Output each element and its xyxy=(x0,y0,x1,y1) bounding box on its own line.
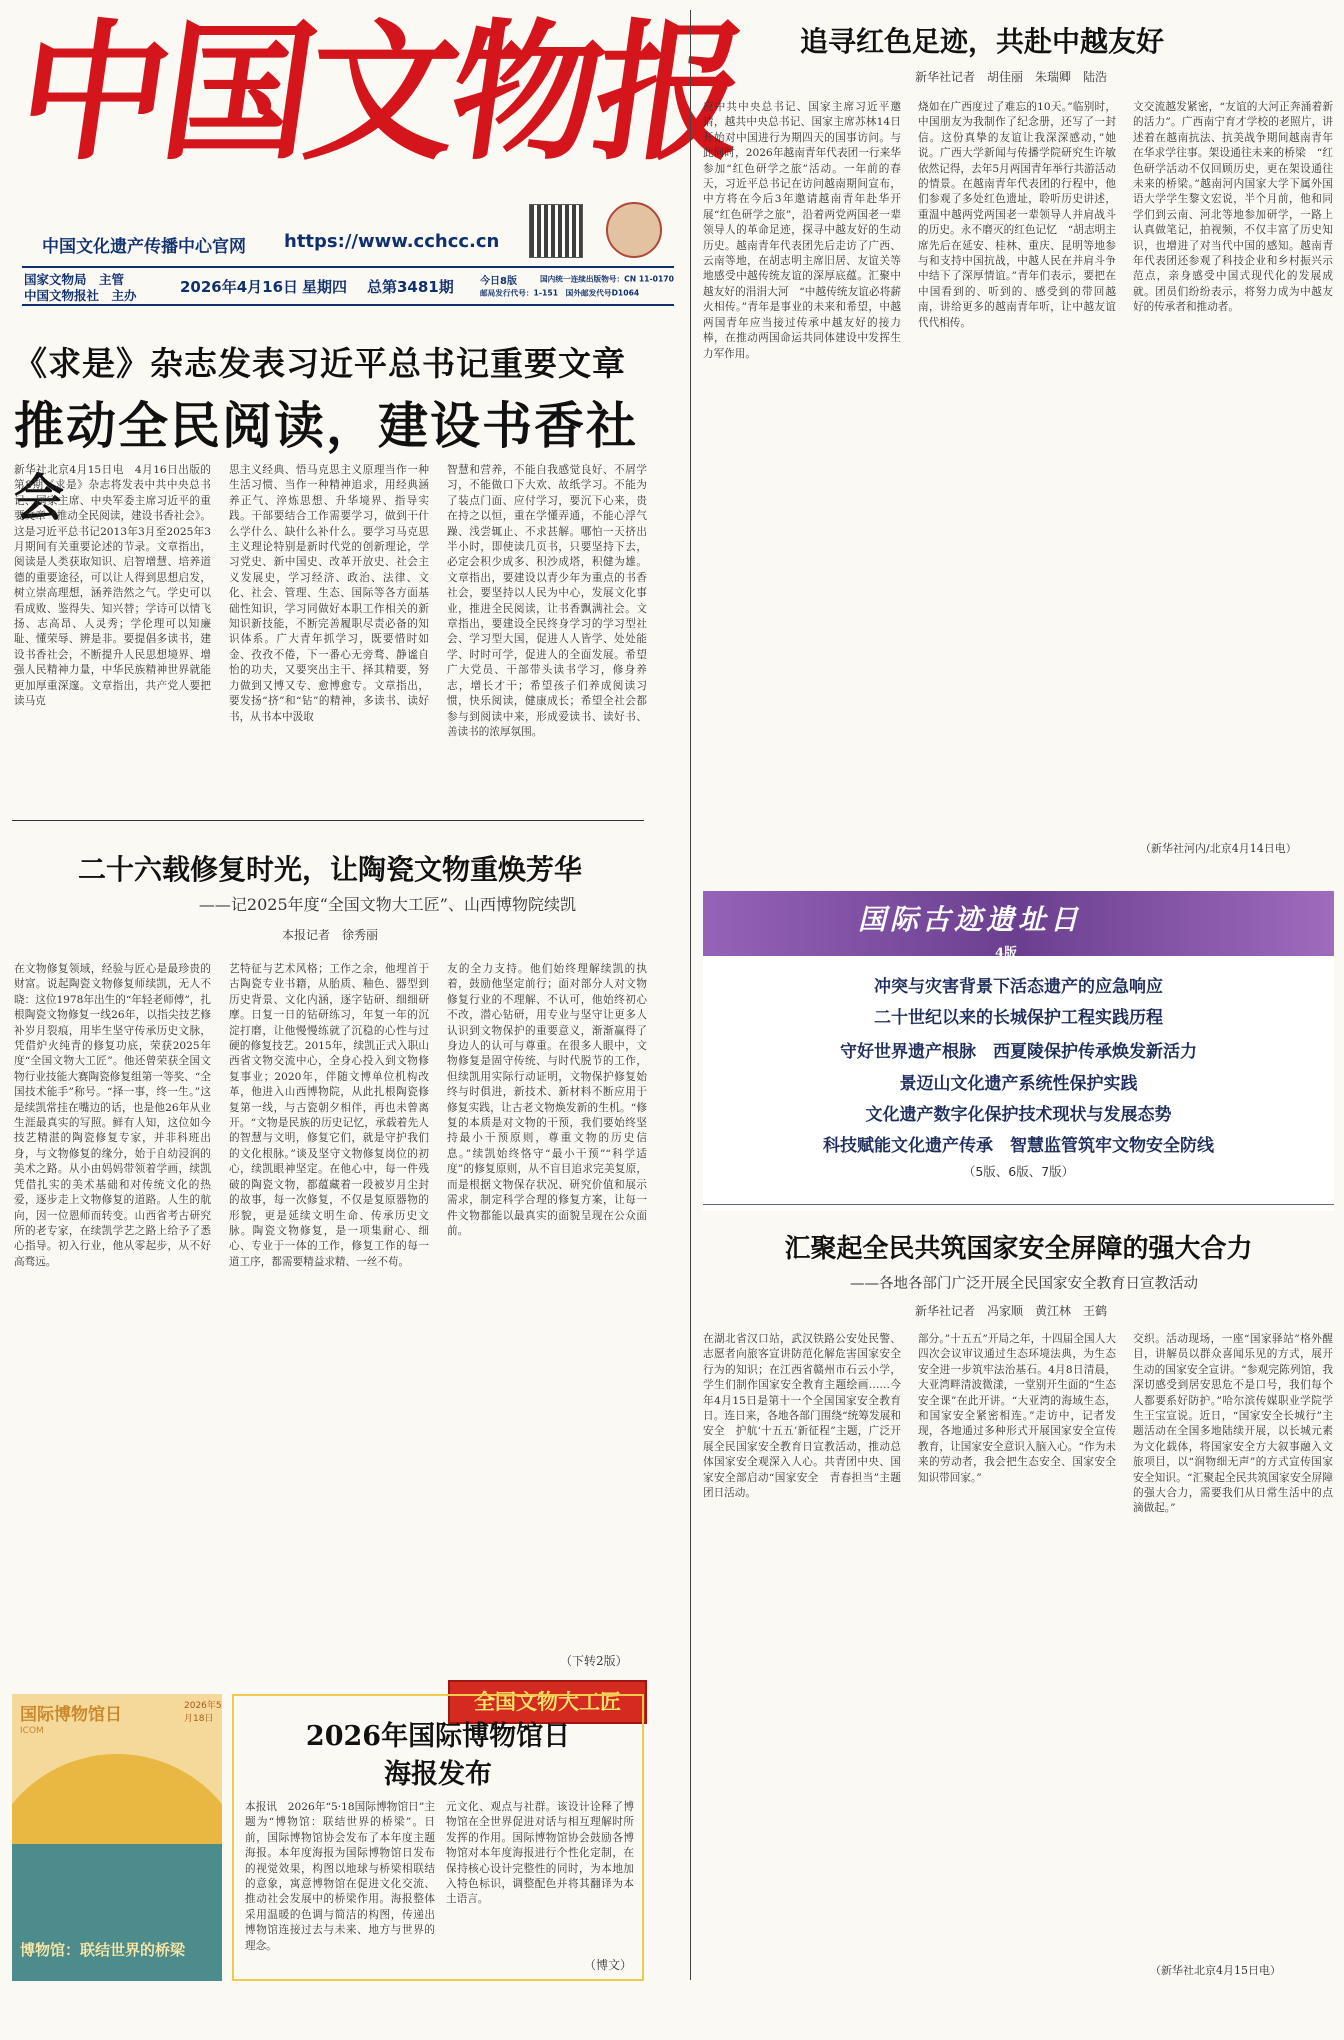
museum-column-2: 元文化、观点与社群。该设计诠释了博物馆在全世界促进对话与相互理解时所发挥的作用。国际博物馆协会鼓励各博物馆对本年度海报进行个性化定制，在保持核心设计完整性的同时，为本地加入特色标识，调整配色并将其翻译为本土语言。 xyxy=(446,1801,634,1906)
security-subtitle: ——各地各部门广泛开展全民国家安全教育日宣教活动 xyxy=(850,1276,1198,1292)
qr-code-icon[interactable] xyxy=(529,204,583,258)
redtrail-column-2: 烧如在广西度过了难忘的10天。”临别时，中国朋友为我制作了纪念册，还写了一封信。这份真挚的友谊让我深深感动，”她说。广西大学新闻与传播学院研究生许敏依然记得，去年5月两国青年举行共游活动的情景。在越南青年代表团的行程中，他们参观了多处红色遗址，聆听历史讲述，重温中越两党两国老一辈领导人并肩战斗的历史。永不磨灭的红色记忆 “胡志明主席先后在延安、桂林、重庆、昆明等地参与和支持中国抗战，中越人民在并肩斗争中结下了深厚情谊。”青年们表示，要把在中国看到的、听到的、感受到的带回越南，讲给更多的越南青年听，让中越友谊代代相传。 xyxy=(918,101,1116,329)
poster-theme: 博物馆：联结世界的桥梁 xyxy=(20,1941,186,1959)
security-source: （新华社北京4月15日电） xyxy=(1150,1964,1281,1977)
security-column-2: 部分。”十五五”开局之年，十四届全国人大四次会议审议通过生态环境法典，为生态安全进一步筑牢法治基石。4月8日清晨，大亚湾畔清波微漾，一堂别开生面的“生态安全课”在此开讲。“大亚湾的海域生态，和国家安全紧密相连。”走访中，记者发现，各地通过多种形式开展国家安全宣传教育，让国家安全意识入脑入心。“作为未来的劳动者，我会把生态安全、国家安全知识带回家。” xyxy=(918,1333,1116,1484)
heritage-site-pages: （5版、6版、7版） xyxy=(962,1164,1075,1179)
museum-title-1: 2026年国际博物馆日 xyxy=(305,1721,571,1752)
heritage-site-item[interactable]: 二十世纪以来的长城保护工程实践历程 xyxy=(874,1008,1163,1028)
heritage-site-issue: 4版 xyxy=(995,946,1018,961)
restore-subtitle: ——记2025年度“全国文物大工匠”、山西博物院续凯 xyxy=(198,895,576,914)
security-title: 汇聚起全民共筑国家安全屏障的强大合力 xyxy=(784,1234,1253,1264)
restore-continued[interactable]: （下转2版） xyxy=(560,1654,628,1668)
restore-column-3: 友的全力支持。他们始终理解续凯的执着，鼓励他坚定前行；面对部分人对文物修复行业的不理解、不认可，他始终初心不改，潜心钻研，用专业与坚守让更多人认识到文物保护的重要意义，渐渐赢得了身边人的认可与尊重。在很多人眼中，文物修复是固守传统、与时代脱节的工作，但续凯用实际行动证明，文物保护修复始终与时俱进，新技术、新材料不断应用于修复实践，让古老文物焕发新的生机。“修复的本质是对文物的干预，我们要始终坚持最小干预原则，尊重文物的历史信息。”续凯始终恪守“最小干预”“科学适度”的修复原则，从不盲目追求完美复原，而是根据文物保存状况、研究价值和展示需求，制定科学合理的修复方案，让每一件文物都能以最真实的面貌呈现在公众面前。 xyxy=(447,963,647,1237)
lead-supertitle: 《求是》杂志发表习近平总书记重要文章 xyxy=(14,344,626,383)
lead-column-1: 新华社北京4月15日电 4月16日出版的第8期《求是》杂志将发表中共中央总书记、国家主席、中央军委主席习近平的重要文章《推动全民阅读，建设书香社会》。这是习近平总书记2013年3月至2025年3月期间有关重要论述的节录。文章指出，阅读是人类获取知识、启智增慧、培养道德的重要途径，可以让人得到思想启发，树立崇高理想，涵养浩然之气。学史可以看成败、鉴得失、知兴替；学诗可以情飞扬、志高昂、人灵秀；学伦理可以知廉耻、懂荣辱、辨是非。要提倡多读书，建设书香社会，不断提升人民思想境界、增强人民精神力量，中华民族精神世界就能更加厚重深邃。文章指出，共产党人要把读马克 xyxy=(14,464,211,708)
heritage-site-item[interactable]: 守好世界遗产根脉 西夏陵保护传承焕发新活力 xyxy=(840,1042,1197,1062)
poster-date: 2026年5月18日 xyxy=(184,1701,222,1724)
divider xyxy=(12,820,644,821)
heritage-site-item[interactable]: 科技赋能文化遗产传承 智慧监管筑牢文物安全防线 xyxy=(823,1136,1214,1156)
lead-column-2: 思主义经典、悟马克思主义原理当作一种生活习惯、当作一种精神追求，用经典涵养正气、淬炼思想、升华境界、指导实践。干部要结合工作需要学习，做到干什么学什么、缺什么补什么。要学习马克思主义理论特别是新时代党的创新理论，学习党史、新中国史、改革开放史、社会主义发展史，学习经济、政治、法律、文化、社会、管理、生态、国际等各方面基础性知识，学习同做好本职工作相关的新知识新技能，不断完善履职尽责必备的知识体系。广大青年抓学习，既要惜时如金、孜孜不倦，下一番心无旁骛、静谧自怡的功夫，又要突出主干、择其精要，努力做到又博又专、愈博愈专。文章指出，要发扬“挤”和“钻”的精神，多读书、读好书，从书本中汲取 xyxy=(229,464,429,723)
restore-byline: 本报记者 徐秀丽 xyxy=(281,928,378,942)
poster-ground-graphic xyxy=(12,1844,222,1981)
page-column-rule xyxy=(690,10,691,1980)
museum-day-poster xyxy=(12,1694,222,1981)
security-column-3: 交织。活动现场，一座“国家驿站”格外醒目，讲解员以群众喜闻乐见的方式，展开生动的国家安全宣讲。“参观完陈列馆，我深切感受到居安思危不是口号，我们每个人都要系好防护。”哈尔滨传媒职业学院学生王宝宣说。近日，“国家安全长城行”主题活动在全国多地陆续开展，以长城元素为文化载体，将国家安全方大叙事融入文旅项目，以“润物细无声”的方式宣传国家安全知识。“汇聚起全民共筑国家安全屏障的强大合力，需要我们从日常生活中的点滴做起。” xyxy=(1133,1333,1333,1515)
cn-number: 国内统一连续出版物号：CN 11-0170 xyxy=(540,275,674,285)
restore-title: 二十六载修复时光，让陶瓷文物重焕芳华 xyxy=(77,853,582,886)
museum-title-2: 海报发布 xyxy=(384,1759,492,1790)
divider xyxy=(703,1204,1334,1205)
redtrail-column-1: 应中共中央总书记、国家主席习近平邀请，越共中央总书记、国家主席苏林14日开始对中国进行为期四天的国事访问。与此同时，2026年越南青年代表团一行来华参加“红色研学之旅”活动。一年前的春天，习近平总书记在访问越南期间宣布，中方将在今后3年邀请越南青年赴华开展“红色研学之旅”，沿着两党两国老一辈领导人的革命足迹，探寻中越友好的生动历史。越南青年代表团先后走访了广西、云南等地，在胡志明主席旧居、友谊关等地感受中越传统友谊的深厚底蕴。汇聚中越友好的涓涓大河 “中越传统友谊必将薪火相传。”青年是事业的未来和希望，中越两国青年应当接过传承中越友好的接力棒，在推动两国命运共同体建设中发挥生力军作用。 xyxy=(703,101,901,360)
redtrail-column-3: 文交流越发紧密，“友谊的大河正奔涌着新的活力”。广西南宁育才学校的老照片，讲述着在越南抗法、抗美战争期间越南青年在华求学往事。架设通往未来的桥梁 “红色研学活动不仅回顾历史，更在架设通往未来的桥梁。”越南河内国家大学下属外国语大学学生黎文宏说，半个月前，他和同学们到云南、河北等地参加研学，一路上认真做笔记，拍视频，不仅丰富了历史知识，也增进了对当代中国的感知。越南青年代表团还参观了科技企业和乡村振兴示范点，亲身感受中国式现代化的发展成就。团员们纷纷表示，将努力成为中越友好的传承者和推动者。 xyxy=(1133,101,1333,314)
heritage-site-item[interactable]: 景迈山文化遗产系统性保护实践 xyxy=(899,1074,1138,1094)
emblem-icon xyxy=(606,202,662,258)
issue-date: 2026年4月16日 xyxy=(180,278,299,296)
poster-logo: ICOM xyxy=(20,1726,44,1736)
restore-column-2: 艺特征与艺术风格；工作之余，他埋首于古陶瓷专业书籍，从胎质、釉色、器型到历史背景、文化内涵，逐字钻研、细细研摩。日复一日的钻研练习，年复一年的沉淀打磨，让他慢慢练就了沉稳的心性与过硬的修复技艺。2015年，续凯正式入职山西省文物交流中心，全身心投入到文物修复事业；2020年，伴随文博单位机构改革，他进入山西博物院，从此扎根陶瓷修复第一线，与古瓷朝夕相伴，再也未曾离开。“文物是民族的历史记忆，承载着先人的智慧与文明，修复它们，就是守护我们的文化根脉。”谈及坚守文物修复岗位的初心，续凯眼神坚定。在他心中，每一件残破的陶瓷文物，都蕴藏着一段被岁月尘封的故事，每一次修复，不仅是复原器物的形貌，更是延续文明生命、传承历史文脉。陶瓷文物修复，是一项集耐心、细心、专业于一体的工作，修复工作的每一道工序，都需要精益求精、一丝不苟。 xyxy=(229,963,429,1268)
heritage-site-item[interactable]: 冲突与灾害背景下活态遗产的应急响应 xyxy=(874,977,1163,997)
redtrail-byline: 新华社记者 胡佳丽 朱瑞卿 陆浩 xyxy=(915,70,1108,84)
craftsman-badge: 全国文物大工匠 xyxy=(448,1680,647,1724)
page-count: 今日8版 xyxy=(480,276,517,287)
sponsor-2: 中国文物报社 主办 xyxy=(24,288,137,303)
heritage-site-banner-title: 国际古迹遗址日 xyxy=(857,903,1082,936)
heritage-site-item[interactable]: 文化遗产数字化保护技术现状与发展态势 xyxy=(865,1105,1172,1125)
masthead-url[interactable]: https://www.cchcc.cn xyxy=(284,231,500,252)
museum-column-1: 本报讯 2026年“5·18国际博物馆日”主题为“博物馆：联结世界的桥梁”。日前，国际博物馆协会发布了本年度主题海报。本年度海报为国际博物馆日发布的视觉效果，构图以地球与桥梁相联结的意象，寓意博物馆在促进文化交流、推动社会发展中的桥梁作用。海报整体采用温暖的色调与简洁的构图，传递出博物馆连接过去与未来、地方与世界的理念。 xyxy=(245,1801,435,1952)
masthead-title: 中国文物报 xyxy=(7,5,753,181)
lead-title: 推动全民阅读，建设书香社会 xyxy=(14,396,638,527)
redtrail-title: 追寻红色足迹，共赴中越友好 xyxy=(800,25,1165,58)
restore-column-1: 在文物修复领域，经验与匠心是最珍贵的财富。说起陶瓷文物修复师续凯，无人不晓：这位1978年出生的“年轻老师傅”，扎根陶瓷文物修复一线26年，以指尖技艺修补岁月裂痕，用毕生坚守传承历史文脉，凭借炉火纯青的修复功底，荣获2025年度“全国文物大工匠”。他还曾荣获全国文物行业技能大赛陶瓷修复组第一等奖、“全国技术能手”称号。“择一事，终一生。”这是续凯常挂在嘴边的话，也是他26年从业生涯最真实的写照。鲜有人知，这位如今技艺精湛的陶瓷修复专家，并非科班出身，与文物修复的缘分，始于自幼浸润的美术之路。从小由妈妈带领着学画，续凯凭借扎实的美术基础和对传统文化的热爱，逐步走上文物修复的道路。人生的航向，因一位恩师而转变。山西省考古研究所的老专家，在续凯学艺之路上给予了悉心指导。初入行业，他从零起步，从不好高骛远。 xyxy=(14,963,211,1268)
masthead-subtitle: 中国文化遗产传播中心官网 xyxy=(42,237,246,257)
issue-weekday: 星期四 xyxy=(302,278,348,296)
redtrail-source: （新华社河内/北京4月14日电） xyxy=(1140,842,1297,855)
security-column-1: 在湖北省汉口站，武汉铁路公安处民警、志愿者向旅客宣讲防范化解危害国家安全行为的知识；在江西省赣州市石云小学，学生们制作国家安全教育主题绘画……今年4月15日是第十一个全国国家安全教育日。连日来，各地各部门围绕“统筹发展和安全 护航‘十五五’新征程”主题，广泛开展全民国家安全教育日宣教活动，推动总体国家安全观深入人心。共青团中央、国家安全部启动“国家安全 青春担当”主题团日活动。 xyxy=(703,1333,901,1500)
security-byline: 新华社记者 冯家顺 黄江林 王鹤 xyxy=(915,1304,1108,1318)
post-code: 邮局发行代号：1-151 国外邮发代号D1064 xyxy=(480,289,640,299)
lead-column-3: 智慧和营养，不能自我感觉良好、不屑学习，不能做口下大欢、故纸学习。不能为了装点门面、应付学习，要沉下心来，贵在持之以恒，重在学懂弄通，不能心浮气躁、浅尝辄止、不求甚解。哪怕一天挤出半小时，即使读几页书，只要坚持下去，必定会积少成多、积沙成塔，积健为雄。文章指出，要建设以青少年为重点的书香社会，要坚持以人民为中心，发展文化事业，推进全民阅读，让书香飘满社会。文章指出，要建设全民终身学习的学习型社会、学习型大国，促进人人皆学、处处能学、时时可学，促进人的全面发展。希望广大党员、干部带头读书学习，修身养志，增长才干；希望孩子们养成阅读习惯，快乐阅读，健康成长；希望全社会都参与到阅读中来，形成爱读书、读好书、善读书的浓厚氛围。 xyxy=(447,464,647,738)
info-bar xyxy=(22,266,674,306)
sponsor-1: 国家文物局 主管 xyxy=(24,272,125,287)
issue-number: 总第3481期 xyxy=(367,278,454,296)
museum-source: （博文） xyxy=(584,1958,633,1972)
poster-title: 国际博物馆日 xyxy=(20,1705,122,1725)
